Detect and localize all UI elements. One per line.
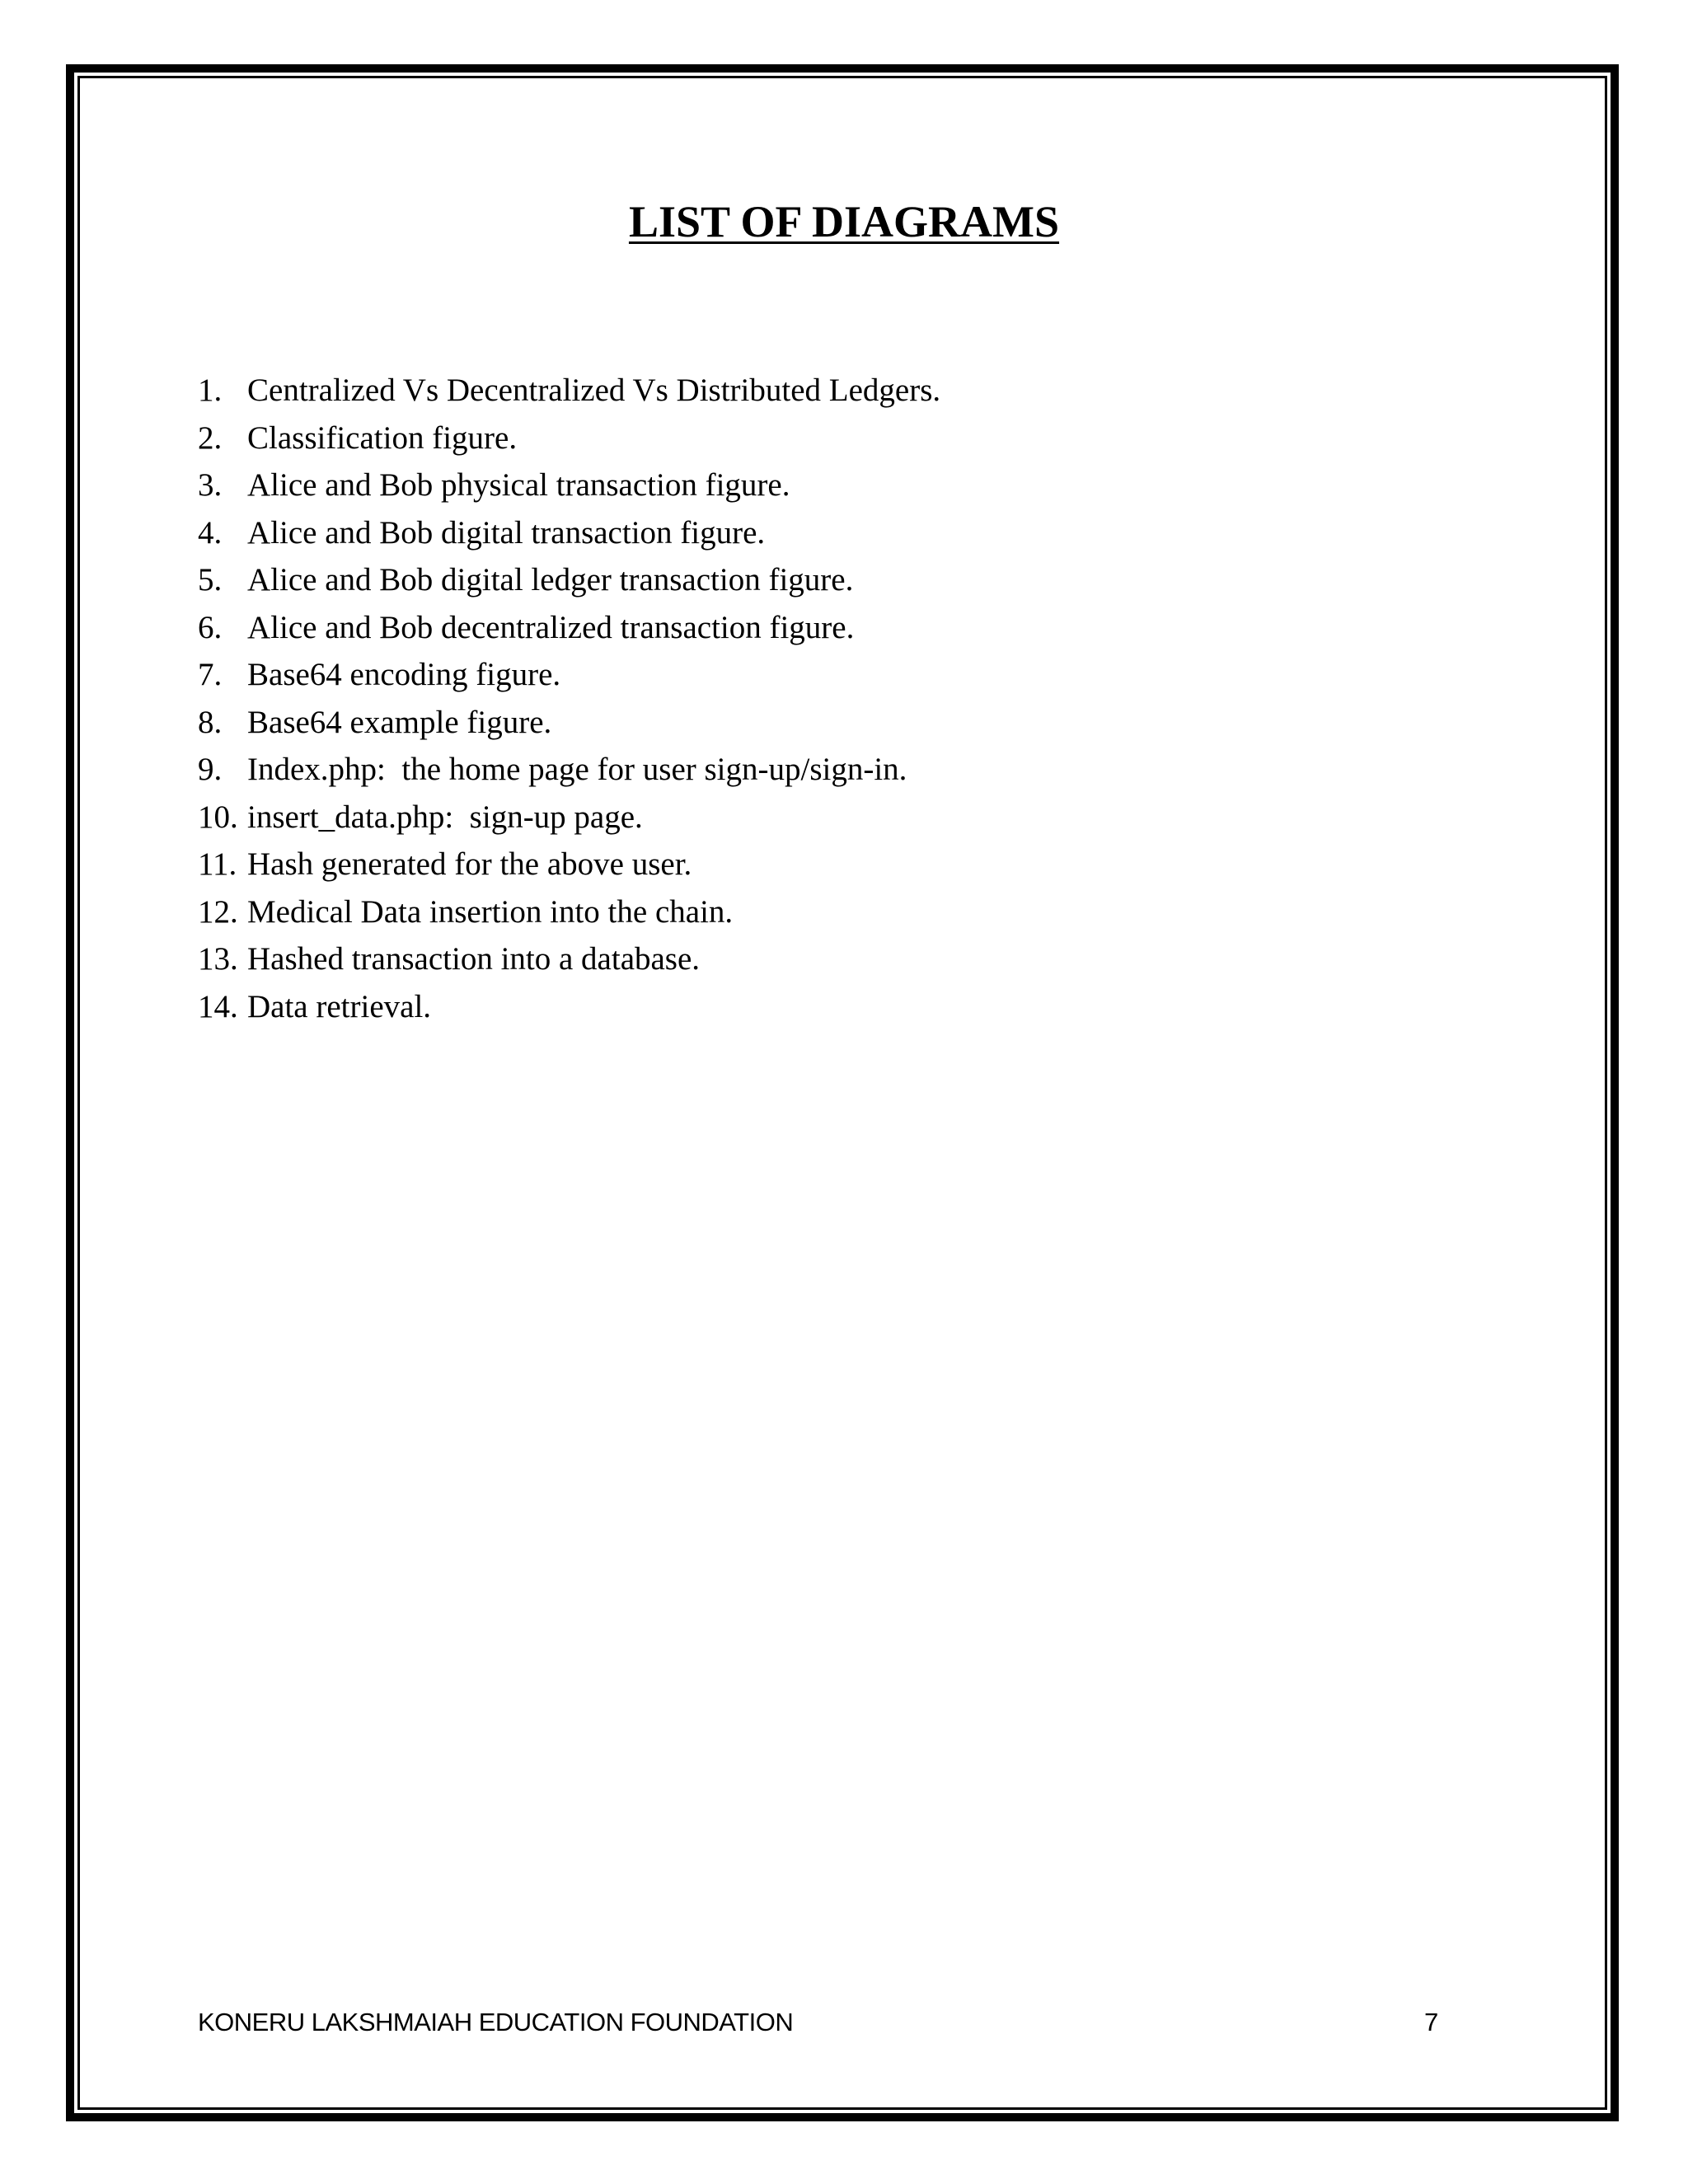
list-item [198, 746, 940, 794]
list-item-text: Hash generated for the above user. [247, 846, 692, 882]
list-item-number: 10. [198, 799, 238, 835]
list-item-number: 1. [198, 373, 223, 408]
list-item-text: insert_data.php: sign-up page. [247, 799, 643, 835]
list-item-number: 8. [198, 704, 223, 740]
list-item-number: 13. [198, 941, 238, 977]
list-item [198, 415, 940, 462]
list-item-text: Base64 encoding figure. [247, 657, 561, 692]
footer-page-number: 7 [1424, 2008, 1439, 2036]
list-item-number: 6. [198, 609, 223, 645]
list-item-text: Alice and Bob decentralized transaction figure. [247, 609, 855, 645]
page-title-text: LIST OF DIAGRAMS [628, 197, 1060, 246]
list-item [198, 509, 940, 557]
list-item [198, 367, 940, 415]
list-item [198, 794, 940, 841]
list-item-number: 3. [198, 467, 223, 503]
list-item-number: 14. [198, 988, 238, 1024]
list-item-text: Centralized Vs Decentralized Vs Distributed Ledgers. [247, 373, 941, 408]
list-item-text: Alice and Bob digital transaction figure. [247, 514, 766, 551]
page-title [0, 196, 1688, 247]
footer-institution: KONERU LAKSHMAIAH EDUCATION FOUNDATION [198, 2008, 794, 2036]
list-item [198, 699, 940, 747]
list-item [198, 556, 940, 604]
list-item-number: 2. [198, 419, 223, 456]
list-item-text: Hashed transaction into a database. [247, 941, 701, 977]
list-item-text: Classification figure. [247, 419, 518, 456]
diagram-list [198, 367, 940, 1030]
list-item-text: Index.php: the home page for user sign-up/sign-in. [247, 752, 907, 787]
list-item [198, 651, 940, 699]
list-item [198, 888, 940, 936]
list-item-text: Base64 example figure. [247, 704, 552, 740]
list-item-number: 12. [198, 893, 238, 930]
list-item-text: Medical Data insertion into the chain. [247, 893, 734, 930]
list-item-text: Data retrieval. [247, 988, 432, 1024]
list-item-text: Alice and Bob digital ledger transaction figure. [247, 562, 854, 598]
list-item [198, 841, 940, 888]
list-item-number: 5. [198, 562, 223, 598]
list-item [198, 983, 940, 1031]
list-item [198, 604, 940, 652]
list-item-number: 9. [198, 752, 223, 787]
list-item-number: 11. [198, 846, 237, 882]
list-item [198, 935, 940, 983]
list-item-number: 4. [198, 514, 223, 551]
list-item-number: 7. [198, 657, 223, 692]
list-item [198, 462, 940, 509]
list-item-text: Alice and Bob physical transaction figure. [247, 467, 790, 503]
